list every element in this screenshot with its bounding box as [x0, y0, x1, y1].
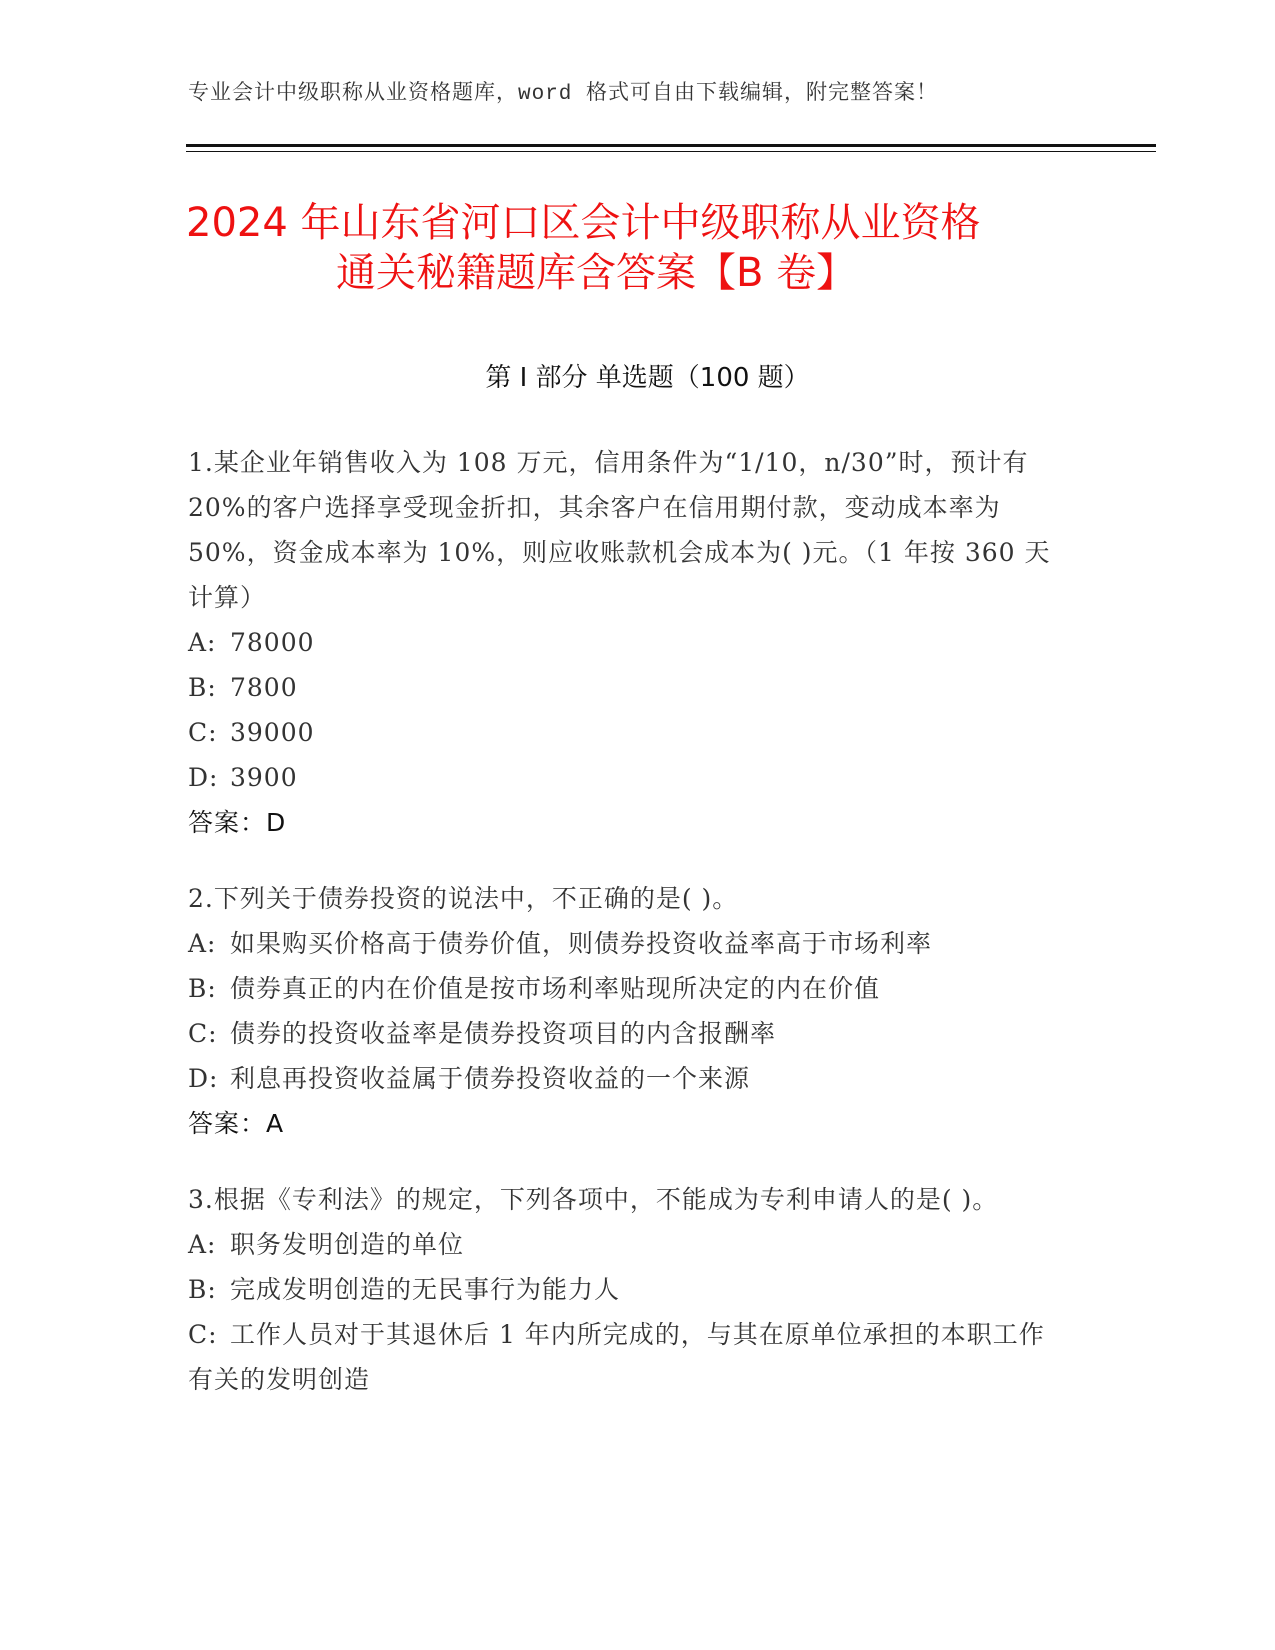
option-text: 工作人员对于其退休后 1 年内所完成的，与其在原单位承担的本职工作有关的发明创造	[188, 1320, 1045, 1394]
option-b	[188, 665, 1068, 710]
title-line-1: 2024 年山东省河口区会计中级职称从业资格	[186, 200, 981, 246]
option-letter: D:	[188, 1064, 219, 1093]
option-c	[188, 1011, 1068, 1056]
option-b	[188, 1267, 1068, 1312]
question-stem: 1.某企业年销售收入为 108 万元，信用条件为“1/10，n/30”时，预计有 20%的客户选择享受现金折扣，其余客户在信用期付款，变动成本率为 50%，资金成本率为 10%，则应收账款机会成本为( )元。（1 年按 360 天计算）	[188, 448, 1051, 612]
option-text: 利息再投资收益属于债券投资收益的一个来源	[230, 1064, 751, 1093]
header-note: 专业会计中级职称从业资格题库，word 格式可自由下载编辑，附完整答案！	[188, 83, 939, 106]
option-letter: A:	[188, 628, 217, 657]
option-letter: A:	[188, 929, 217, 958]
option-letter: B:	[188, 1275, 217, 1304]
option-letter: B:	[188, 974, 217, 1003]
option-letter: C:	[188, 718, 218, 747]
question-1	[188, 440, 1068, 845]
option-letter: D:	[188, 763, 219, 792]
option-text: 债券真正的内在价值是按市场利率贴现所决定的内在价值	[230, 974, 881, 1003]
question-stem: 3.根据《专利法》的规定，下列各项中，不能成为专利申请人的是( )。	[188, 1185, 999, 1214]
option-a	[188, 1222, 1068, 1267]
option-d	[188, 755, 1068, 800]
answer-label: 答案：A	[188, 1109, 285, 1138]
option-c	[188, 710, 1068, 755]
title-line-2: 通关秘籍题库含答案【B 卷】	[336, 250, 857, 296]
option-letter: C:	[188, 1320, 218, 1349]
option-c	[188, 1312, 1068, 1402]
option-text: 完成发明创造的无民事行为能力人	[230, 1275, 621, 1304]
option-text: 如果购买价格高于债券价值，则债券投资收益率高于市场利率	[230, 929, 933, 958]
option-text: 职务发明创造的单位	[230, 1230, 465, 1259]
option-text: 7800	[230, 673, 298, 702]
document-title	[186, 198, 1086, 298]
option-a	[188, 921, 1068, 966]
answer-label: 答案：D	[188, 808, 287, 837]
option-a	[188, 620, 1068, 665]
option-text: 78000	[230, 628, 315, 657]
header-rule-thick	[186, 144, 1156, 147]
header-rule-thin	[186, 151, 1156, 152]
option-b	[188, 966, 1068, 1011]
option-letter: A:	[188, 1230, 217, 1259]
section-heading: 第 I 部分 单选题（100 题）	[485, 363, 810, 393]
option-text: 债券的投资收益率是债券投资项目的内含报酬率	[230, 1019, 777, 1048]
question-2	[188, 876, 1068, 1146]
option-text: 3900	[230, 763, 298, 792]
option-letter: B:	[188, 673, 217, 702]
option-letter: C:	[188, 1019, 218, 1048]
option-text: 39000	[230, 718, 315, 747]
question-3	[188, 1177, 1068, 1402]
option-d	[188, 1056, 1068, 1101]
question-stem: 2.下列关于债券投资的说法中，不正确的是( )。	[188, 884, 739, 913]
question-list	[188, 440, 1068, 1433]
